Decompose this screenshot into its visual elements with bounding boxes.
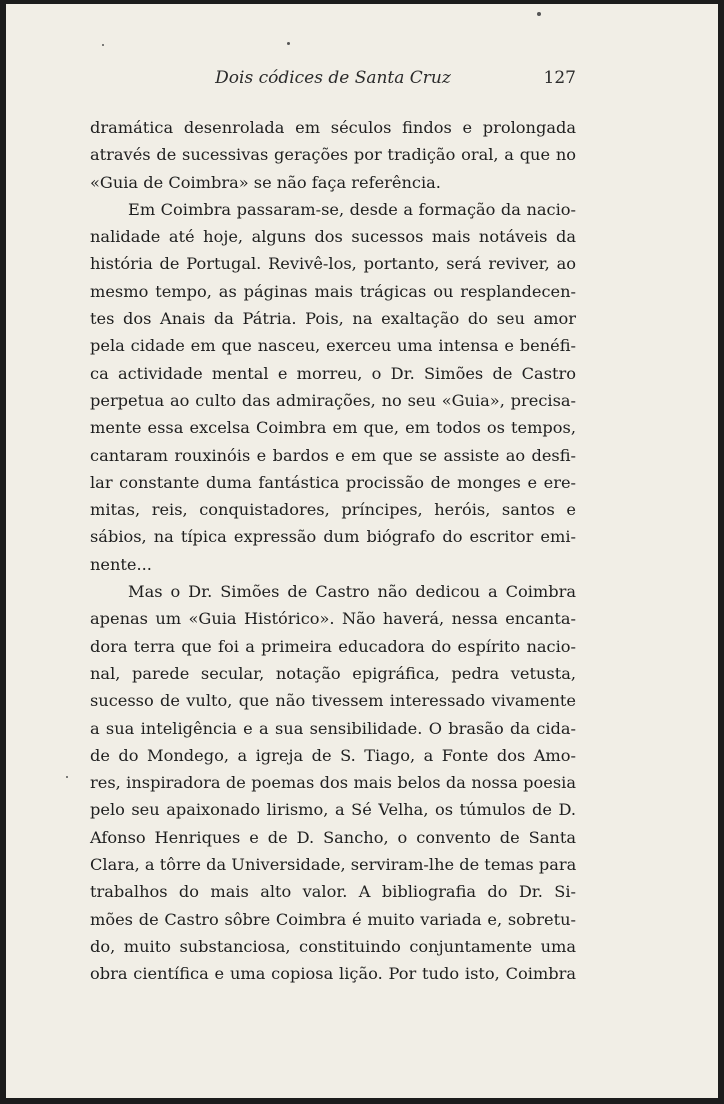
text-line: Clara, a tôrre da Universidade, serviram-lhe de temas para (90, 855, 577, 875)
text-line: nente... (90, 554, 152, 574)
text-line: história de Portugal. Revivê-los, portanto, será reviver, ao (90, 254, 576, 274)
text-line: mões de Castro sôbre Coimbra é muito variada e, sobretu- (90, 909, 576, 929)
text-line: res, inspiradora de poemas dos mais belos da nossa poesia (90, 773, 576, 793)
text-line: sucesso de vulto, que não tivessem interessado vivamente (90, 691, 576, 711)
page-header (90, 68, 576, 98)
text-line: Em Coimbra passaram-se, desde a formação da nacio- (128, 199, 576, 219)
paragraph (90, 578, 576, 987)
text-line: mente essa excelsa Coimbra em que, em todos os tempos, (90, 418, 576, 438)
text-line: dramática desenrolada em séculos findos e prolongada (90, 118, 576, 137)
paragraph (90, 114, 576, 196)
ink-speck (287, 42, 290, 45)
text-line: trabalhos do mais alto valor. A bibliografia do Dr. Si- (90, 882, 576, 902)
text-line: ca actividade mental e morreu, o Dr. Simões de Castro (90, 363, 576, 383)
text-line: cantaram rouxinóis e bardos e em que se assiste ao desfi- (90, 445, 576, 465)
text-line: do, muito substanciosa, constituindo conjuntamente uma (90, 936, 576, 956)
text-line: nalidade até hoje, alguns dos sucessos mais notáveis da (90, 227, 576, 247)
text-line: mitas, reis, conquistadores, príncipes, heróis, santos e (90, 500, 576, 520)
text-line: nal, parede secular, notação epigráfica, pedra vetusta, (90, 663, 576, 683)
paragraph (90, 196, 576, 578)
ink-speck (537, 12, 541, 16)
running-title: Dois códices de Santa Cruz (215, 68, 451, 88)
ink-speck (102, 44, 104, 46)
text-line: através de sucessivas gerações por tradição oral, a que no (90, 145, 576, 165)
text-line: de do Mondego, a igreja de S. Tiago, a Fonte dos Amo- (90, 745, 576, 765)
text-line: pela cidade em que nasceu, exerceu uma intensa e benéfi- (90, 336, 576, 356)
text-line: Mas o Dr. Simões de Castro não dedicou a Coimbra (128, 582, 576, 602)
text-line: Afonso Henriques e de D. Sancho, o convento de Santa (90, 827, 576, 847)
book-page (6, 4, 718, 1098)
body-text (90, 114, 576, 988)
text-line: lar constante duma fantástica procissão de monges e ere- (90, 472, 576, 492)
text-line: dora terra que foi a primeira educadora do espírito nacio- (90, 636, 576, 656)
text-line: apenas um «Guia Histórico». Não haverá, nessa encanta- (90, 609, 576, 629)
text-line: sábios, na típica expressão dum biógrafo do escritor emi- (90, 527, 576, 547)
ink-speck (66, 776, 68, 778)
text-line: a sua inteligência e a sua sensibilidade. O brasão da cida- (90, 718, 576, 738)
text-line: obra científica e uma copiosa lição. Por tudo isto, Coimbra (90, 964, 576, 984)
text-line: tes dos Anais da Pátria. Pois, na exaltação do seu amor (90, 309, 576, 329)
text-line: mesmo tempo, as páginas mais trágicas ou resplandecen- (90, 281, 576, 301)
text-line: perpetua ao culto das admirações, no seu «Guia», precisa- (90, 390, 576, 410)
page-number: 127 (543, 68, 576, 88)
text-line: «Guia de Coimbra» se não faça referência. (90, 172, 441, 192)
text-line: pelo seu apaixonado lirismo, a Sé Velha, os túmulos de D. (90, 800, 576, 820)
